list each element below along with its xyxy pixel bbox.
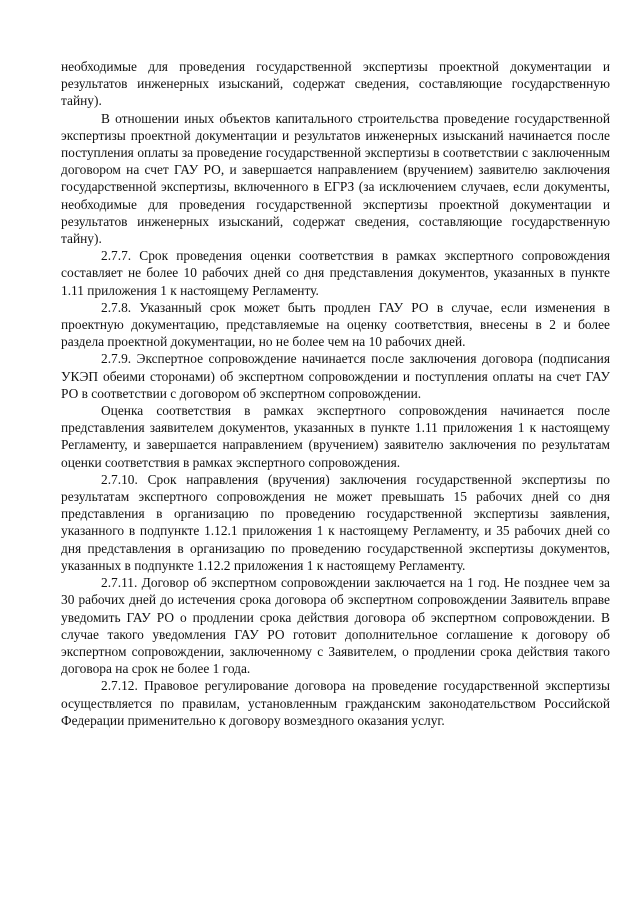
paragraph-2-7-11: 2.7.11. Договор об экспертном сопровождении заключается на 1 год. Не позднее чем за 30 рабочих дней до истечения срока договора об экспертном сопровождении Заявитель вправе уведомить ГАУ РО о продлении срока действия договора об экспертном сопровождении. В случае такого уведомления ГАУ РО готовит дополнительное соглашение к договору об экспертном сопровождении, заключенному с Заявителем, о продлении срока действия такого договора на срок не более 1 года. [61,575,610,677]
document-page [61,58,610,729]
paragraph-assessment: Оценка соответствия в рамках экспертного сопровождения начинается после представления заявителем документов, указанных в пункте 1.11 приложения 1 к настоящему Регламенту, и завершается направлением (вручением) заявителю заключения по результатам оценки соответствия в рамках экспертного сопровождения. [61,403,610,470]
paragraph-2-7-12: 2.7.12. Правовое регулирование договора на проведение государственной экспертизы осуществляется по правилам, установленным гражданским законодательством Российской Федерации применительно к договору возмездного оказания услуг. [61,678,610,728]
paragraph-2-7-10: 2.7.10. Срок направления (вручения) заключения государственной экспертизы по результатам экспертного сопровождения не может превышать 15 рабочих дней со дня представления в организацию по проведению государственной экспертизы заявления, указанного в подпункте 1.12.1 приложения 1 к настоящему Регламенту, и 35 рабочих дней со дня представления в организацию по проведению государственной экспертизы документов, указанных в подпункте 1.12.2 приложения 1 к настоящему Регламенту. [61,471,610,573]
paragraph-2-7-9: 2.7.9. Экспертное сопровождение начинается после заключения договора (подписания УКЭП обеими сторонами) об экспертном сопровождении и поступления оплаты на счет ГАУ РО в соответствии с договором об экспертном сопровождении. [61,351,610,401]
paragraph-2-7-8: 2.7.8. Указанный срок может быть продлен ГАУ РО в случае, если изменения в проектную документацию, представляемые на оценку соответствия, внесены в 2 и более раздела проектной документации, но не более чем на 10 рабочих дней. [61,299,610,350]
paragraph-continuation: необходимые для проведения государственной экспертизы проектной документации и результатов инженерных изысканий, содержат сведения, составляющие государственную тайну). [61,59,610,109]
paragraph-other-objects: В отношении иных объектов капитального строительства проведение государственной экспертизы проектной документации и результатов инженерных изысканий начинается после поступления оплаты за проведение государственной экспертизы в соответствии с заключенным договором на счет ГАУ РО, и завершается направлением (вручением) заявителю заключения государственной экспертизы, включенного в ЕГРЗ (за исключением случаев, если документы, необходимые для проведения государственной экспертизы проектной документации и результатов инженерных изысканий, содержат сведения, составляющие государственную тайну). [61,110,610,247]
paragraph-2-7-7: 2.7.7. Срок проведения оценки соответствия в рамках экспертного сопровождения составляет не более 10 рабочих дней со дня представления документов, указанных в пункте 1.11 приложения 1 к настоящему Регламенту. [61,248,610,298]
